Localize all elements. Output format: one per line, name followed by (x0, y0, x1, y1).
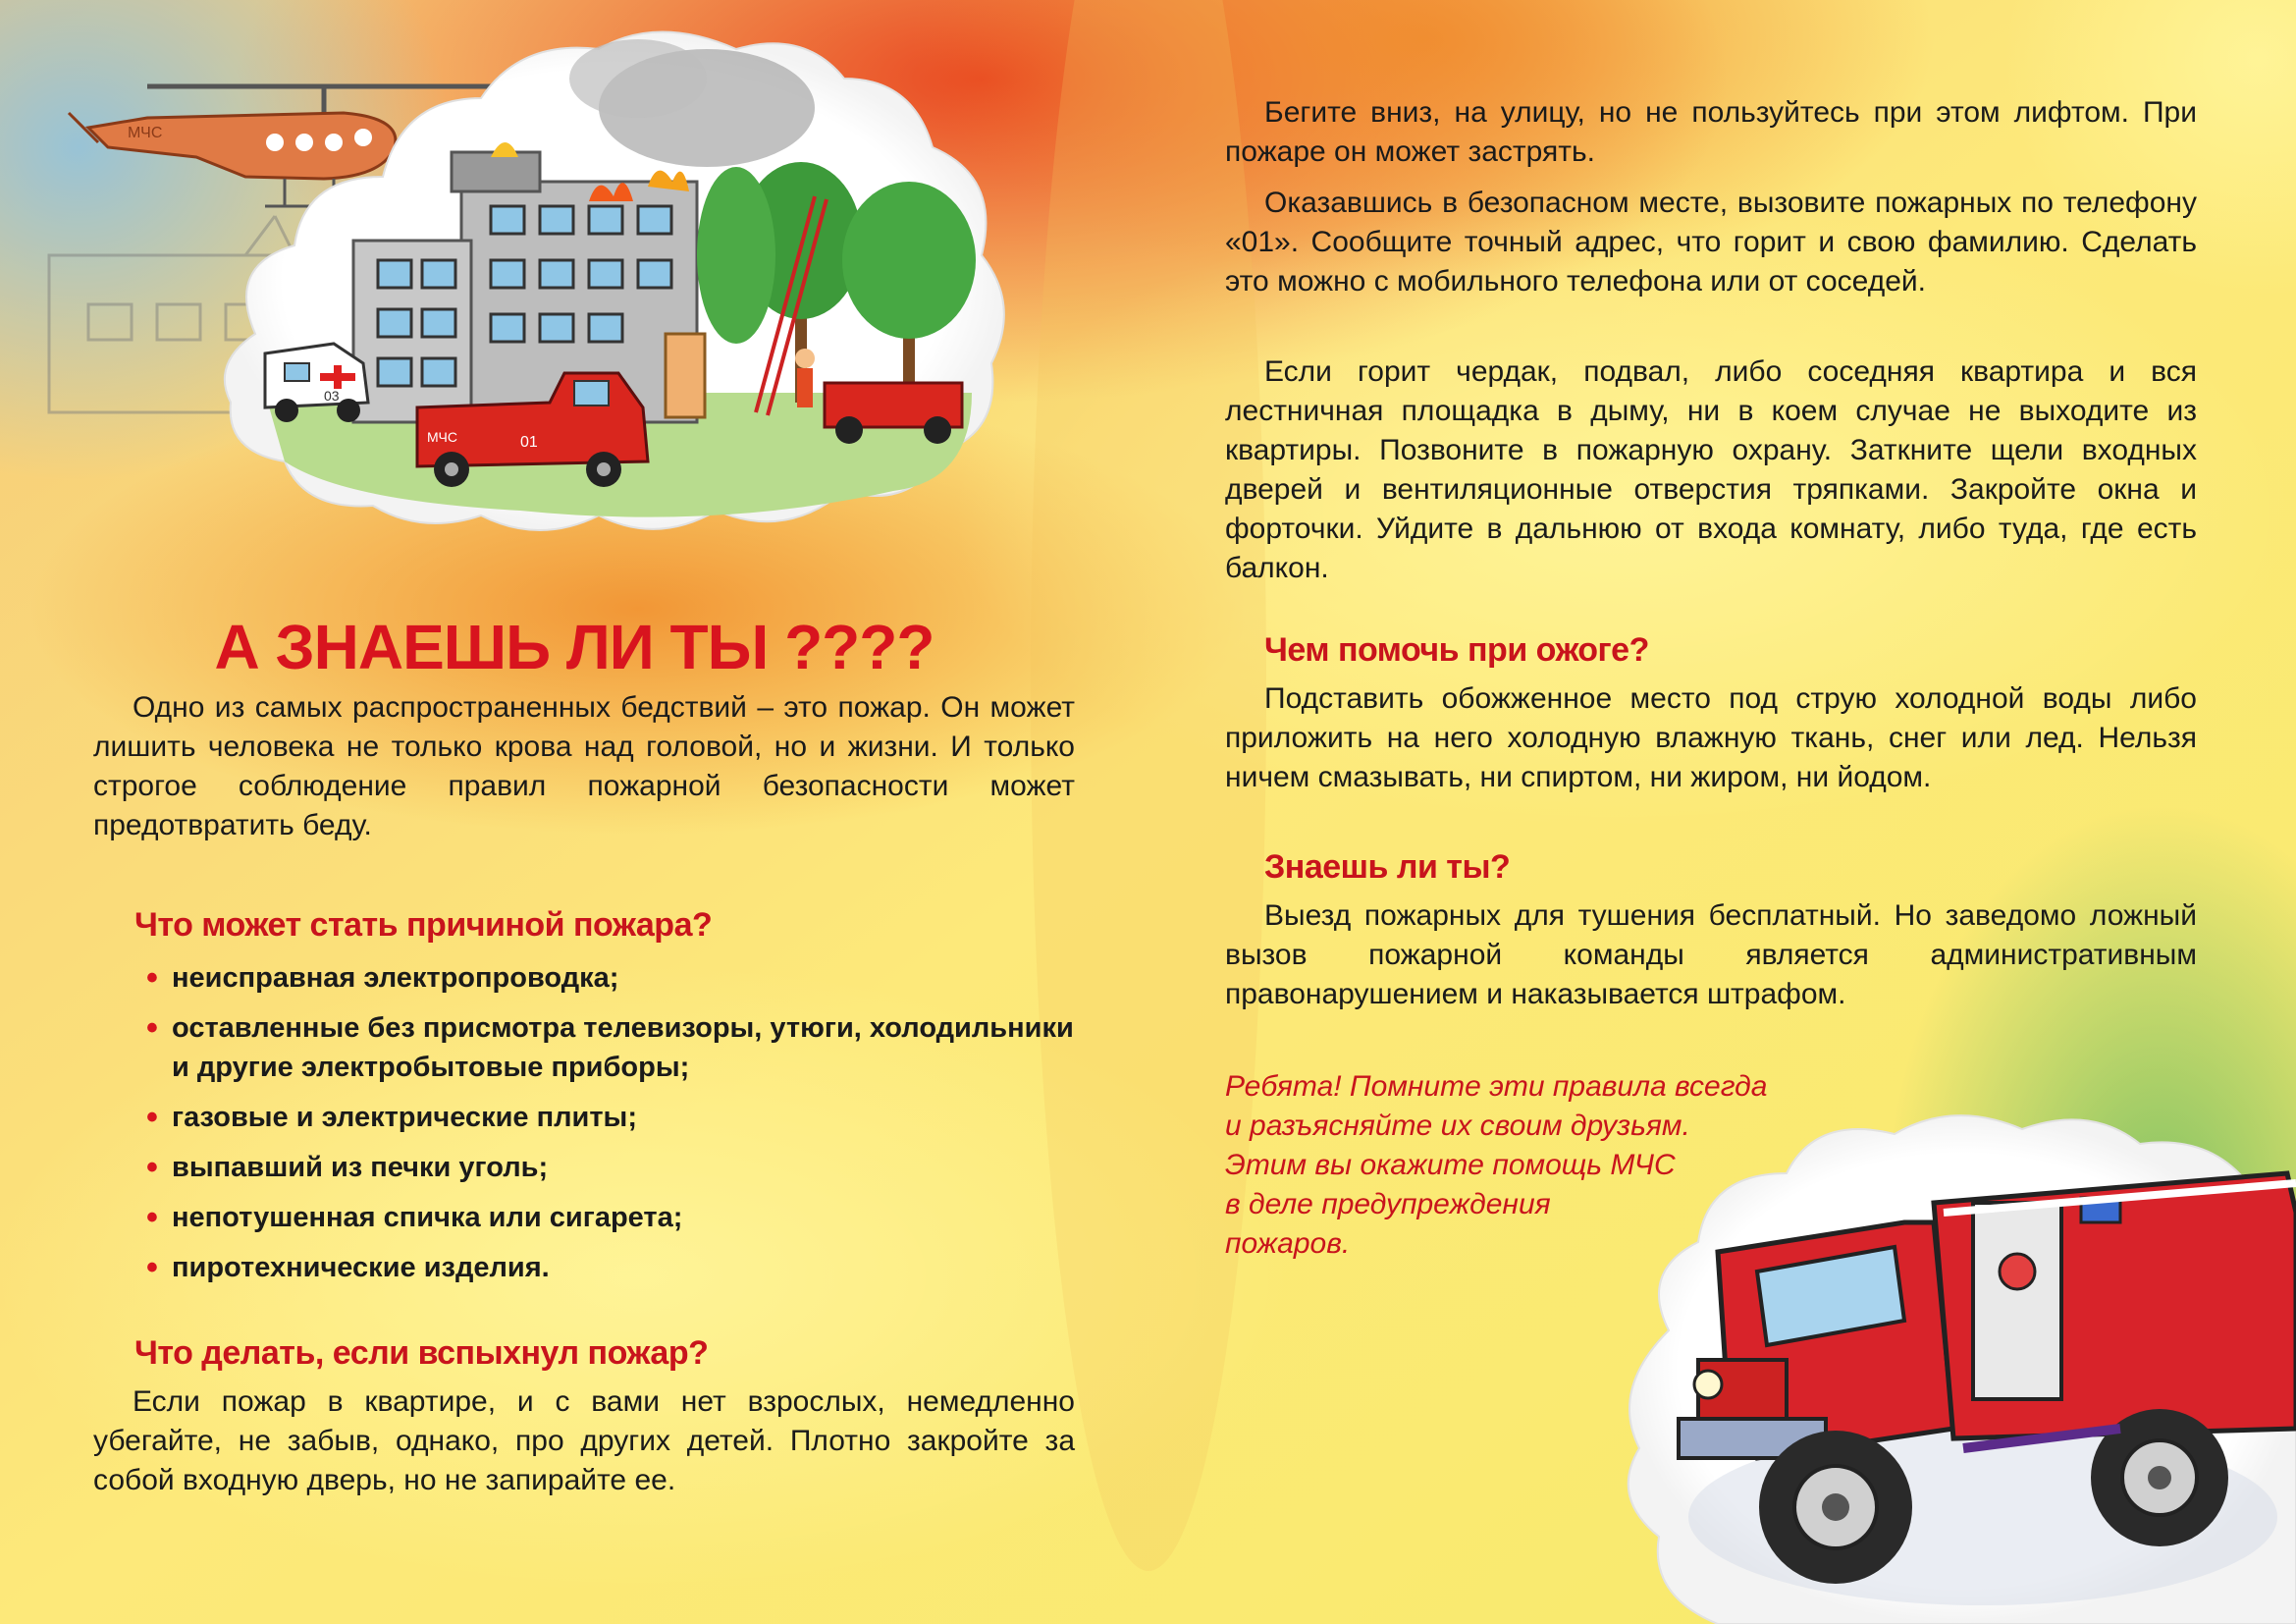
fire-truck-label: МЧС (427, 429, 457, 445)
list-item: • оставленные без присмотра телевизоры, утюги, холодильники и другие электробытовые приборы; (146, 1009, 1074, 1083)
list-item: • непотушенная спичка или сигарета; (146, 1199, 683, 1236)
intro-paragraph: Одно из самых распространенных бедствий – это пожар. Он может лишить человека не только крова над головой, но и жизни. И только строгое соблюдение правил пожарной безопасности может предотвратить беду. (93, 691, 1075, 841)
action-heading: Что делать, если вспыхнул пожар? (134, 1334, 709, 1372)
right-column (1225, 93, 2197, 1264)
burn-heading: Чем помочь при ожоге? (1264, 631, 1649, 669)
note-line: и разъясняйте их своим друзьям. (1225, 1110, 1690, 1142)
bullet-icon: • (146, 1099, 158, 1136)
list-item: • пиротехнические изделия. (146, 1249, 550, 1286)
know-heading: Знаешь ли ты? (1264, 848, 1511, 886)
fire-truck-painting (1610, 1105, 2296, 1624)
page-title: А ЗНАЕШЬ ЛИ ТЫ ???? (214, 612, 934, 682)
fire-truck-number: 01 (520, 434, 538, 451)
list-item: • газовые и электрические плиты; (146, 1099, 637, 1136)
note-line: Этим вы окажите помощь МЧС (1225, 1149, 1676, 1181)
action-paragraph: Если пожар в квартире, и с вами нет взрослых, немедленно убегайте, не забыв, однако, про других детей. Плотно закройте за собой входную дверь, но не запирайте ее. (93, 1385, 1075, 1496)
bullet-icon: • (146, 959, 158, 997)
burn-paragraph: Подставить обожженное место под струю холодной воды либо приложить на него холодную влажную ткань, снег или лед. Нельзя ничем смазывать, ни спиртом, ни жиром, ни йодом. (1225, 682, 2197, 793)
left-column (93, 611, 1075, 1500)
bullet-icon: • (146, 1249, 158, 1286)
note-line: Ребята! Помните эти правила всегда (1225, 1070, 1768, 1103)
list-item: • неисправная электропроводка; (146, 959, 619, 997)
causes-list (134, 958, 1077, 1287)
note-line: пожаров. (1225, 1227, 1351, 1260)
note-line: в деле предупреждения (1225, 1188, 1551, 1220)
bullet-icon: • (146, 1149, 158, 1186)
fire-scene-drawing (29, 20, 1041, 550)
bullet-icon: • (146, 1009, 158, 1047)
list-item: • выпавший из печки уголь; (146, 1149, 549, 1186)
paragraph-call: Оказавшись в безопасном месте, вызовите пожарных по телефону «01». Сообщите точный адрес, что горит и свою фамилию. Сделать это можно с мобильного телефона или от соседей. (1225, 187, 2197, 298)
paragraph-stay-inside: Если горит чердак, подвал, либо соседняя квартира и вся лестничная площадка в дыму, ни в коем случае не выходите из квартиры. Позвоните в пожарную охрану. Заткните щели входных дверей и вентиляционные отверстия тряпками. Закройте окна и форточки. Уйдите в дальнюю от входа комнату, либо туда, где есть балкон. (1225, 355, 2197, 584)
bullet-icon: • (146, 1199, 158, 1236)
paragraph-elevator: Бегите вниз, на улицу, но не пользуйтесь при этом лифтом. При пожаре он может застрять. (1225, 96, 2197, 168)
ambulance-label: 03 (324, 388, 340, 404)
helicopter-label: МЧС (128, 125, 163, 141)
know-paragraph: Выезд пожарных для тушения бесплатный. Но заведомо ложный вызов пожарной команды является административным правонарушением и наказывается штрафом. (1225, 899, 2197, 1010)
causes-heading: Что может стать причиной пожара? (134, 906, 713, 944)
